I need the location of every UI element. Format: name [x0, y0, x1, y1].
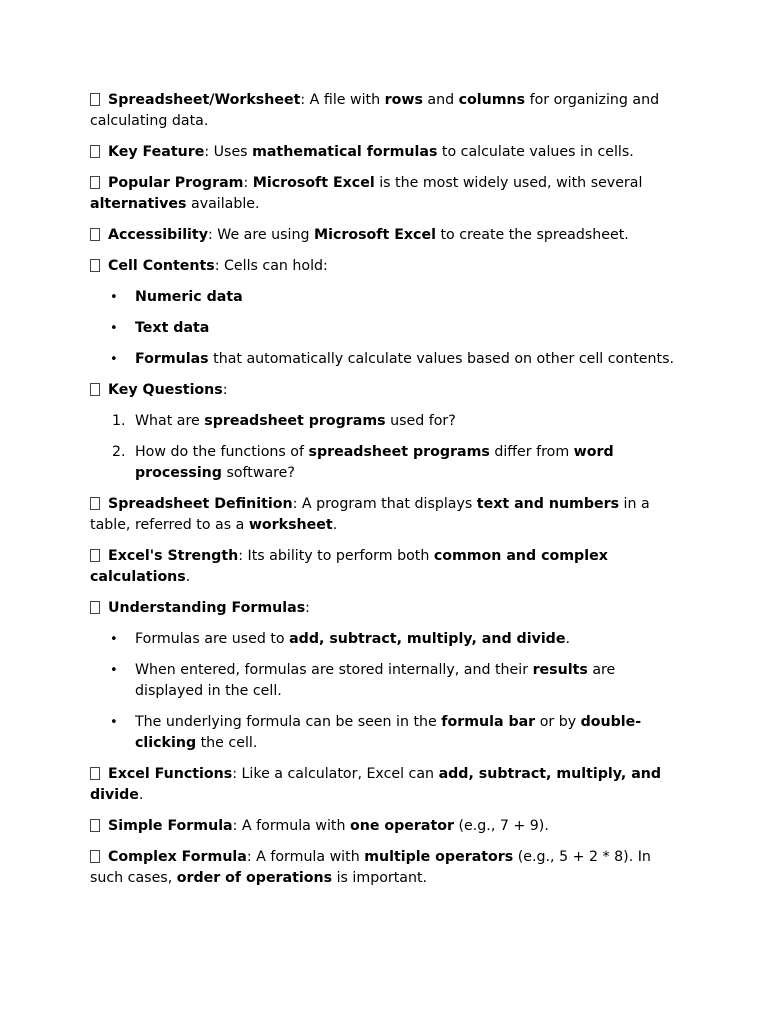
bold-text: text and numbers	[476, 496, 620, 512]
paragraph	[90, 546, 680, 588]
text-run: (e.g., 5 + 2 * 8). In such cases,	[90, 849, 651, 886]
unknown-glyph-icon	[90, 767, 100, 780]
text-run: : A program that displays	[292, 496, 477, 512]
bold-text: Microsoft Excel	[313, 227, 436, 243]
unknown-glyph-icon	[90, 601, 100, 614]
bold-text: rows	[384, 92, 423, 108]
unknown-glyph-icon	[90, 259, 100, 272]
text-run: for organizing and calculating data.	[90, 92, 660, 129]
bold-text: Spreadsheet Definition	[108, 496, 293, 512]
bold-text: formula bar	[441, 714, 536, 730]
bold-text: Popular Program	[108, 175, 244, 191]
bold-text: worksheet	[248, 517, 333, 533]
text-run: : Cells can hold:	[214, 258, 328, 274]
bold-text: spreadsheet programs	[204, 413, 386, 429]
bold-text: add, subtract, multiply, and divide	[90, 766, 662, 803]
list-item	[90, 349, 680, 370]
bold-text: results	[532, 662, 588, 678]
paragraph	[90, 142, 680, 163]
text-run: (e.g., 7 + 9).	[454, 818, 549, 834]
paragraph	[90, 764, 680, 806]
list-item	[90, 287, 680, 308]
bold-text: columns	[458, 92, 526, 108]
unknown-glyph-icon	[90, 93, 100, 106]
bold-text: Numeric data	[135, 289, 243, 305]
paragraph	[90, 598, 680, 619]
text-run: : Uses	[204, 144, 253, 160]
paragraph	[90, 256, 680, 277]
bold-text: spreadsheet programs	[308, 444, 490, 460]
bold-text: Cell Contents	[108, 258, 215, 274]
paragraph	[90, 173, 680, 215]
list-number: 1.	[112, 413, 126, 429]
text-run: :	[305, 600, 310, 616]
bold-text: one operator	[349, 818, 455, 834]
unknown-glyph-icon	[90, 549, 100, 562]
text-run: is the most widely used, with several	[374, 175, 643, 191]
bold-text: Spreadsheet/Worksheet	[108, 92, 301, 108]
text-run: What are	[135, 413, 205, 429]
bold-text: Key Questions	[108, 382, 223, 398]
text-run: used for?	[385, 413, 456, 429]
unknown-glyph-icon	[90, 383, 100, 396]
text-run: is important.	[332, 870, 428, 886]
list-item	[90, 442, 680, 484]
text-run: in a table, referred to as a	[90, 496, 650, 533]
text-run: .	[565, 631, 570, 647]
text-run: : A file with	[300, 92, 385, 108]
text-run: software?	[221, 465, 295, 481]
text-run: When entered, formulas are stored internally, and their	[135, 662, 533, 678]
bold-text: Accessibility	[108, 227, 208, 243]
document-body	[90, 90, 680, 899]
text-run: and	[422, 92, 459, 108]
bold-text: add, subtract, multiply, and divide	[289, 631, 566, 647]
unknown-glyph-icon	[90, 819, 100, 832]
bold-text: Excel's Strength	[108, 548, 239, 564]
text-run: : A formula with	[246, 849, 365, 865]
text-run: :	[222, 382, 228, 398]
text-run: differ from	[489, 444, 574, 460]
text-run: that automatically calculate values based on other cell contents.	[208, 351, 674, 367]
paragraph	[90, 816, 680, 837]
bold-text: double-clicking	[135, 714, 642, 751]
text-run: .	[332, 517, 338, 533]
paragraph	[90, 225, 680, 246]
bold-text: alternatives	[90, 196, 187, 212]
text-run: to calculate values in cells.	[437, 144, 634, 160]
text-run: .	[138, 787, 144, 803]
bold-text: mathematical formulas	[252, 144, 438, 160]
paragraph	[90, 847, 680, 889]
bullet-list	[90, 287, 680, 370]
text-run: the cell.	[196, 735, 258, 751]
text-run: : Its ability to perform both	[238, 548, 434, 564]
bold-text: Complex Formula	[108, 849, 247, 865]
text-run: available.	[186, 196, 260, 212]
unknown-glyph-icon	[90, 228, 100, 241]
bold-text: Excel Functions	[108, 766, 233, 782]
list-item	[90, 712, 680, 754]
unknown-glyph-icon	[90, 145, 100, 158]
text-run: to create the spreadsheet.	[435, 227, 629, 243]
numbered-list	[90, 411, 680, 484]
list-number: 2.	[112, 444, 126, 460]
list-item	[90, 411, 680, 432]
bold-text: multiple operators	[364, 849, 514, 865]
text-run: : Like a calculator, Excel can	[232, 766, 439, 782]
list-item	[90, 318, 680, 339]
bold-text: Microsoft Excel	[252, 175, 375, 191]
list-item	[90, 660, 680, 702]
text-run: :	[243, 175, 253, 191]
bold-text: Formulas	[135, 351, 209, 367]
text-run: .	[185, 569, 191, 585]
bullet-list	[90, 629, 680, 754]
bold-text: common and complex calculations	[90, 548, 608, 585]
paragraph	[90, 90, 680, 132]
unknown-glyph-icon	[90, 176, 100, 189]
unknown-glyph-icon	[90, 497, 100, 510]
bold-text: Text data	[135, 320, 210, 336]
bold-text: Simple Formula	[108, 818, 233, 834]
bold-text: Understanding Formulas	[108, 600, 306, 616]
paragraph	[90, 380, 680, 401]
bold-text: order of operations	[176, 870, 333, 886]
text-run: or by	[535, 714, 581, 730]
bold-text: word processing	[135, 444, 614, 481]
text-run: Formulas are used to	[135, 631, 290, 647]
unknown-glyph-icon	[90, 850, 100, 863]
text-run: : A formula with	[232, 818, 350, 834]
text-run: How do the functions of	[135, 444, 309, 460]
text-run: : We are using	[207, 227, 314, 243]
text-run: are displayed in the cell.	[135, 662, 616, 699]
text-run: The underlying formula can be seen in the	[135, 714, 442, 730]
paragraph	[90, 494, 680, 536]
list-item	[90, 629, 680, 650]
bold-text: Key Feature	[108, 144, 205, 160]
